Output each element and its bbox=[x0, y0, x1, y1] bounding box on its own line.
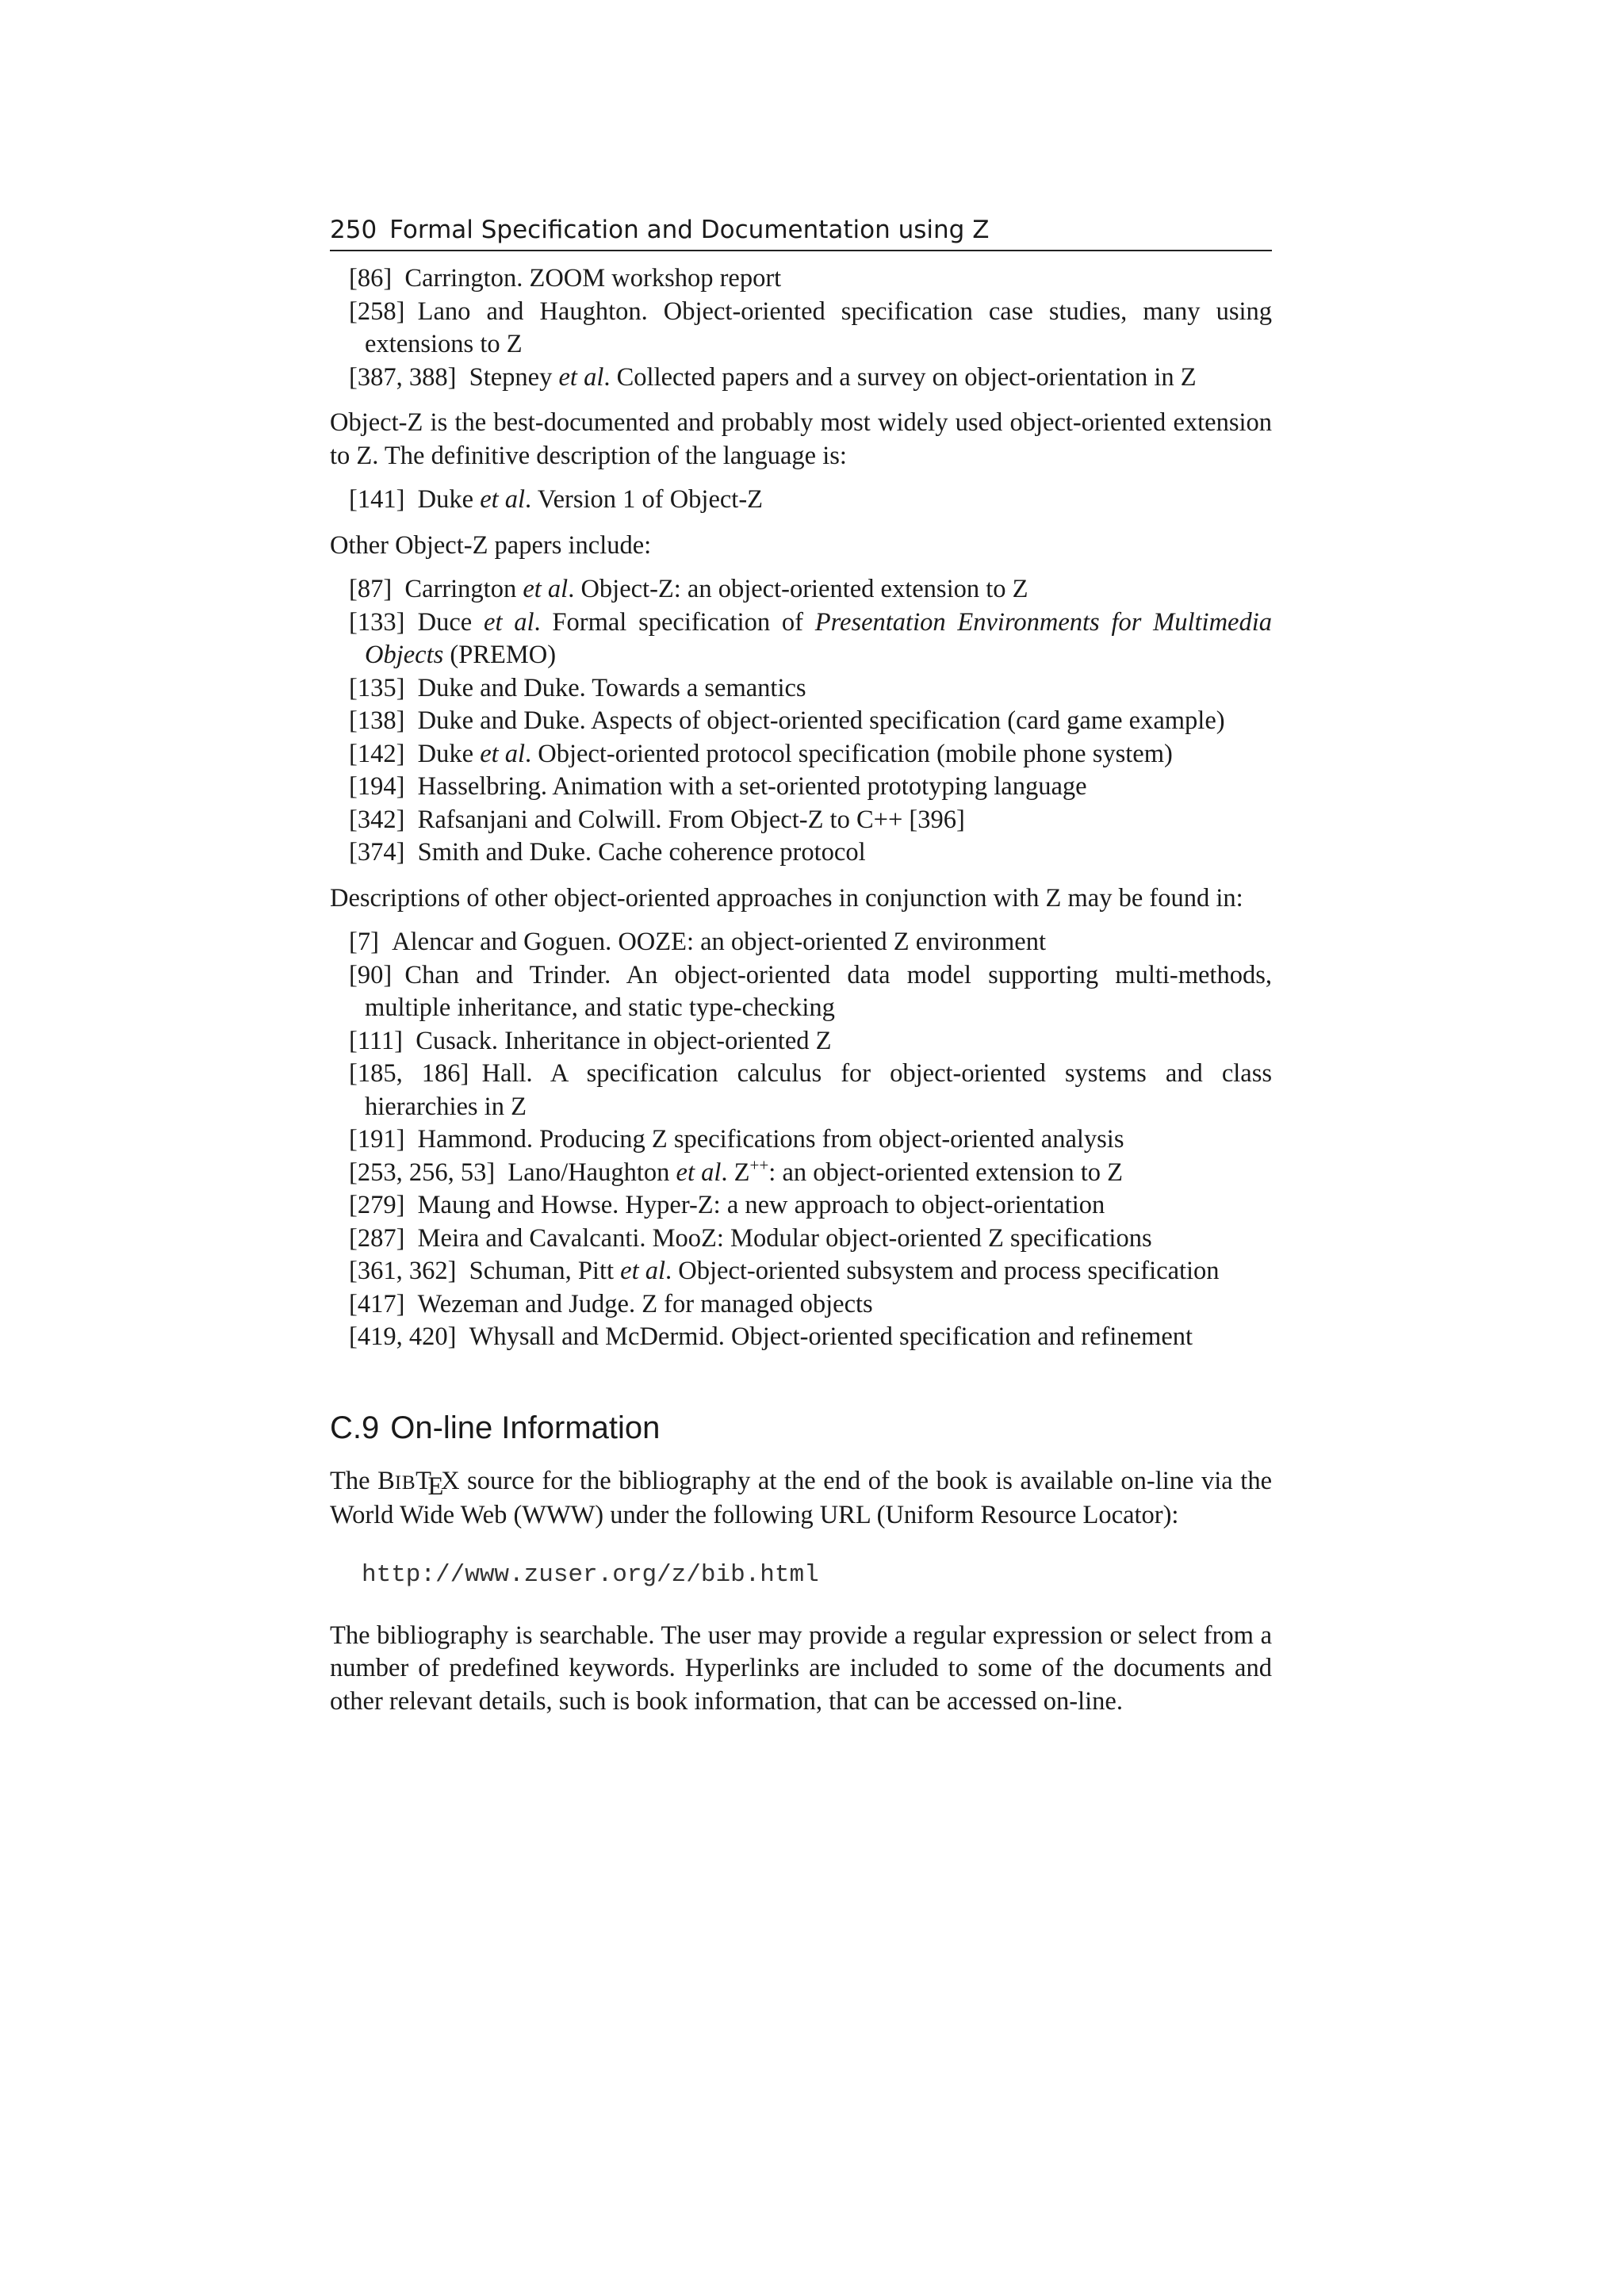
superscript-plus-plus: ++ bbox=[749, 1154, 769, 1174]
citation-key: [417] bbox=[349, 1289, 405, 1318]
page bbox=[330, 214, 1272, 1718]
reference-author: Duke bbox=[417, 739, 474, 768]
bibtex-logo bbox=[377, 1466, 460, 1501]
et-al: et al bbox=[558, 362, 604, 392]
section-number: C.9 bbox=[330, 1410, 380, 1445]
reference-text: . Version 1 of Object-Z bbox=[525, 485, 764, 514]
reference-text: Wezeman and Judge. Z for managed objects bbox=[417, 1289, 873, 1318]
reference-text: Hammond. Producing Z specifications from object-oriented analysis bbox=[417, 1125, 1124, 1154]
bibtex-logo-b: B bbox=[377, 1466, 395, 1495]
reference-item bbox=[330, 738, 1272, 771]
section-heading bbox=[330, 1408, 1272, 1448]
citation-key: [90] bbox=[349, 960, 393, 989]
reference-item bbox=[330, 672, 1272, 706]
reference-item bbox=[330, 926, 1272, 959]
citation-key: [135] bbox=[349, 673, 405, 702]
reference-text: . Collected papers and a survey on object-orientation in Z bbox=[603, 362, 1197, 392]
reference-text: Duke and Duke. Aspects of object-oriented specification (card game example) bbox=[417, 706, 1225, 735]
reference-item bbox=[330, 836, 1272, 870]
reference-item bbox=[330, 1189, 1272, 1223]
reference-text: Hasselbring. Animation with a set-oriented prototyping language bbox=[417, 772, 1087, 801]
reference-item bbox=[330, 1154, 1272, 1190]
et-al: et al bbox=[620, 1257, 666, 1285]
reference-item bbox=[330, 296, 1272, 362]
citation-key: [87] bbox=[349, 575, 393, 603]
reference-text: Carrington. ZOOM workshop report bbox=[404, 264, 782, 293]
reference-text: Maung and Howse. Hyper-Z: a new approach to object-orientation bbox=[417, 1191, 1105, 1219]
reference-title: Presentation Environments for Multimedia Objects bbox=[365, 607, 1273, 669]
paragraph-searchable: The bibliography is searchable. The user may provide a regular expression or select from a number of predefined keywords. Hyperlinks are included to some of the documents and other relevant details, such is book information, that can be accessed on-line. bbox=[330, 1621, 1272, 1716]
reference-text: Smith and Duke. Cache coherence protocol bbox=[417, 838, 866, 867]
reference-item bbox=[330, 804, 1272, 837]
citation-key: [342] bbox=[349, 805, 405, 834]
bibtex-logo-t: T bbox=[416, 1466, 431, 1495]
paragraph-text: source for the bibliography at the end of the book is available on-line via the World Wide Web (WWW) under the following URL (Uniform Resource Locator): bbox=[330, 1466, 1272, 1529]
citation-key: [7] bbox=[349, 928, 379, 956]
bibtex-logo-x: X bbox=[441, 1466, 460, 1495]
paragraph-other-approaches: Descriptions of other object-oriented approaches in conjunction with Z may be found in: bbox=[330, 883, 1243, 913]
reference-text: Chan and Trinder. An object-oriented data model supporting multi-methods, multiple inheritance, and static type-checking bbox=[365, 960, 1272, 1022]
citation-key: [138] bbox=[349, 706, 405, 735]
reference-text: Cusack. Inheritance in object-oriented Z bbox=[416, 1026, 832, 1055]
paragraph-text: The bbox=[330, 1466, 378, 1495]
paragraph-object-z: Object-Z is the best-documented and probably most widely used object-oriented extension to Z. The definitive description of the language is: bbox=[330, 408, 1272, 470]
reference-item bbox=[330, 705, 1272, 738]
reference-author: Stepney bbox=[469, 362, 553, 392]
reference-item bbox=[330, 1058, 1272, 1123]
reference-item bbox=[330, 1321, 1272, 1354]
reference-text: (PREMO) bbox=[443, 641, 557, 669]
citation-key: [253, 256, 53] bbox=[349, 1158, 496, 1187]
citation-key: [194] bbox=[349, 772, 405, 801]
reference-text: Alencar and Goguen. OOZE: an object-oriented Z environment bbox=[392, 928, 1047, 956]
reference-list bbox=[330, 926, 1272, 1354]
reference-item bbox=[330, 484, 1272, 517]
reference-item bbox=[330, 362, 1272, 395]
section-title: On-line Information bbox=[390, 1410, 661, 1445]
et-al: et al bbox=[480, 485, 526, 514]
citation-key: [387, 388] bbox=[349, 362, 457, 392]
reference-text: Hall. A specification calculus for object-oriented systems and class hierarchies in Z bbox=[365, 1059, 1272, 1121]
citation-key: [191] bbox=[349, 1125, 405, 1154]
et-al: et al bbox=[480, 739, 526, 768]
reference-text: . Object-Z: an object-oriented extension to Z bbox=[568, 575, 1028, 603]
paragraph-bibtex bbox=[330, 1465, 1272, 1533]
citation-key: [258] bbox=[349, 297, 405, 326]
reference-text: Rafsanjani and Colwill. From Object-Z to C++ [396] bbox=[417, 805, 965, 834]
citation-key: [361, 362] bbox=[349, 1257, 457, 1285]
reference-text: Whysall and McDermid. Object-oriented specification and refinement bbox=[469, 1322, 1193, 1351]
et-al: et al bbox=[676, 1158, 722, 1187]
reference-text: Duke and Duke. Towards a semantics bbox=[417, 673, 806, 702]
reference-list bbox=[330, 573, 1272, 870]
et-al: et al bbox=[523, 575, 569, 603]
reference-text: . Object-oriented subsystem and process specification bbox=[665, 1257, 1220, 1285]
citation-key: [287] bbox=[349, 1223, 405, 1253]
reference-text: . Formal specification of bbox=[534, 607, 815, 637]
reference-list bbox=[330, 484, 1272, 517]
reference-text: Meira and Cavalcanti. MooZ: Modular object-oriented Z specifications bbox=[417, 1223, 1152, 1253]
reference-item bbox=[330, 1025, 1272, 1058]
paragraph-other-papers: Other Object-Z papers include: bbox=[330, 530, 652, 560]
reference-text: : an object-oriented extension to Z bbox=[768, 1158, 1124, 1187]
page-number: 250 bbox=[330, 216, 377, 244]
citation-key: [86] bbox=[349, 264, 393, 293]
reference-author: Lano/Haughton bbox=[508, 1158, 670, 1187]
bibtex-logo-e: E bbox=[427, 1471, 444, 1501]
reference-author: Schuman, Pitt bbox=[469, 1257, 615, 1285]
citation-key: [142] bbox=[349, 739, 405, 768]
reference-author: Duke bbox=[417, 485, 474, 514]
running-title: Formal Specification and Documentation using Z bbox=[389, 216, 990, 244]
body bbox=[330, 262, 1272, 1718]
reference-author: Carrington bbox=[404, 575, 517, 603]
reference-item bbox=[330, 959, 1272, 1025]
citation-key: [133] bbox=[349, 607, 405, 637]
reference-item bbox=[330, 1223, 1272, 1256]
bibtex-logo-ib: IB bbox=[394, 1471, 416, 1494]
running-header bbox=[330, 214, 1272, 251]
citation-key: [374] bbox=[349, 838, 405, 867]
et-al: et al bbox=[484, 607, 534, 637]
reference-item bbox=[330, 1288, 1272, 1322]
bibliography-url[interactable]: http://www.zuser.org/z/bib.html bbox=[362, 1560, 819, 1589]
reference-item bbox=[330, 1255, 1272, 1288]
citation-key: [185, 186] bbox=[349, 1059, 469, 1088]
reference-author: Duce bbox=[417, 607, 473, 637]
reference-item bbox=[330, 262, 1272, 296]
reference-item bbox=[330, 573, 1272, 607]
reference-item bbox=[330, 607, 1272, 672]
reference-item bbox=[330, 1123, 1272, 1157]
reference-text: . Z bbox=[721, 1158, 750, 1187]
citation-key: [279] bbox=[349, 1191, 405, 1219]
reference-text: Lano and Haughton. Object-oriented specification case studies, many using extensions to Z bbox=[365, 297, 1272, 358]
citation-key: [419, 420] bbox=[349, 1322, 457, 1351]
citation-key: [111] bbox=[349, 1026, 403, 1055]
reference-list bbox=[330, 262, 1272, 394]
reference-text: . Object-oriented protocol specification (mobile phone system) bbox=[525, 739, 1173, 768]
citation-key: [141] bbox=[349, 485, 405, 514]
reference-item bbox=[330, 771, 1272, 804]
